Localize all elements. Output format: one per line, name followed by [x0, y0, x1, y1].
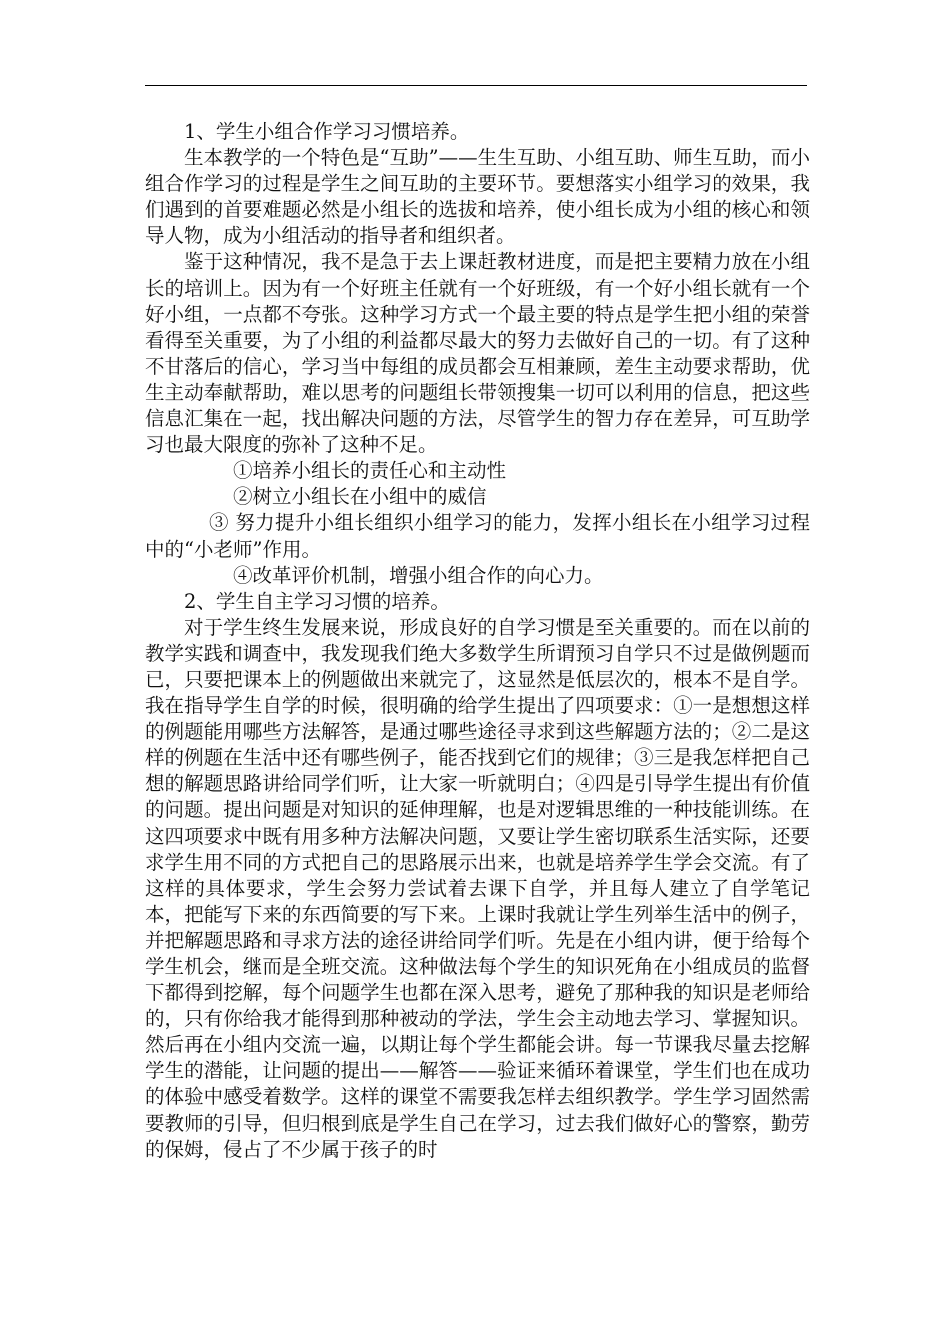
paragraph-1: 生本教学的一个特色是“互助”——生生互助、小组互助、师生互助，而小组合作学习的过程是学生之间互助的主要环节。要想落实小组学习的效果，我们遇到的首要难题必然是小组长的选拔和培养，使小组长成为小组的核心和领导人物，成为小组活动的指导者和组织者。	[145, 146, 810, 248]
header-rule	[145, 85, 807, 86]
paragraph-3: 对于学生终生发展来说，形成良好的自学习惯是至关重要的。而在以前的教学实践和调查中，我发现我们绝大多数学生所谓预习自学只不过是做例题而已，只要把课本上的例题做出来就完了，这显然是低层次的，根本不是自学。我在指导学生自学的时候，很明确的给学生提出了四项要求：①一是想想这样的例题能用哪些方法解答，是通过哪些途径寻求到这些解题方法的；②二是这样的例题在生活中还有哪些例子，能否找到它们的规律；③三是我怎样把自己想的解题思路讲给同学们听，让大家一听就明白；④四是引导学生提出有价值的问题。提出问题是对知识的延伸理解，也是对逻辑思维的一种技能训练。在这四项要求中既有用多种方法解决问题，又要让学生密切联系生活实际，还要求学生用不同的方式把自己的思路展示出来，也就是培养学生学会交流。有了这样的具体要求，学生会努力尝试着去课下自学，并且每人建立了自学笔记本，把能写下来的东西简要的写下来。上课时我就让学生列举生活中的例子，并把解题思路和寻求方法的途径讲给同学们听。先是在小组内讲，便于给每个学生机会，继而是全班交流。这种做法每个学生的知识死角在小组成员的监督下都得到挖解，每个问题学生也都在深入思考，避免了那种我的知识是老师给的，只有你给我才能得到那种被动的学法，学生会主动地去学习、掌握知识。然后再在小组内交流一遍，以期让每个学生都能会讲。每一节课我尽量去挖解学生的潜能，让问题的提出——解答——验证来循环着课堂，学生们也在成功的体验中感受着数学。这样的课堂不需要我怎样去组织教学。学生学习固然需要教师的引导，但归根到底是学生自己在学习，过去我们做好心的警察，勤劳的保姆，侵占了不少属于孩子的时	[145, 615, 810, 1161]
paragraph-2: 鉴于这种情况，我不是急于去上课赶教材进度，而是把主要精力放在小组长的培训上。因为有一个好班主任就有一个好班级，有一个好小组长就有一个好小组，一点都不夸张。这种学习方式一个最主要的特点是学生把小组的荣誉看得至关重要，为了小组的利益都尽最大的努力去做好自己的一切。有了这种不甘落后的信心，学习当中每组的成员都会互相兼顾，差生主动要求帮助，优生主动奉献帮助，难以思考的问题组长带领搜集一切可以利用的信息，把这些信息汇集在一起，找出解决问题的方法，尽管学生的智力存在差异，可互助学习也最大限度的弥补了这种不足。	[145, 250, 810, 457]
document-body	[145, 119, 810, 1163]
list-item-4: ④改革评价机制，增强小组合作的向心力。	[233, 563, 604, 587]
section-heading-2: 2、学生自主学习习惯的培养。	[184, 589, 450, 613]
list-item-2: ②树立小组长在小组中的威信	[233, 485, 487, 509]
section-heading-1: 1、学生小组合作学习习惯培养。	[184, 120, 470, 143]
list-item-1: ①培养小组长的责任心和主动性	[233, 459, 507, 483]
list-item-3: ③ 努力提升小组长组织小组学习的能力，发挥小组长在小组学习过程中的“小老师”作用。	[145, 511, 810, 561]
